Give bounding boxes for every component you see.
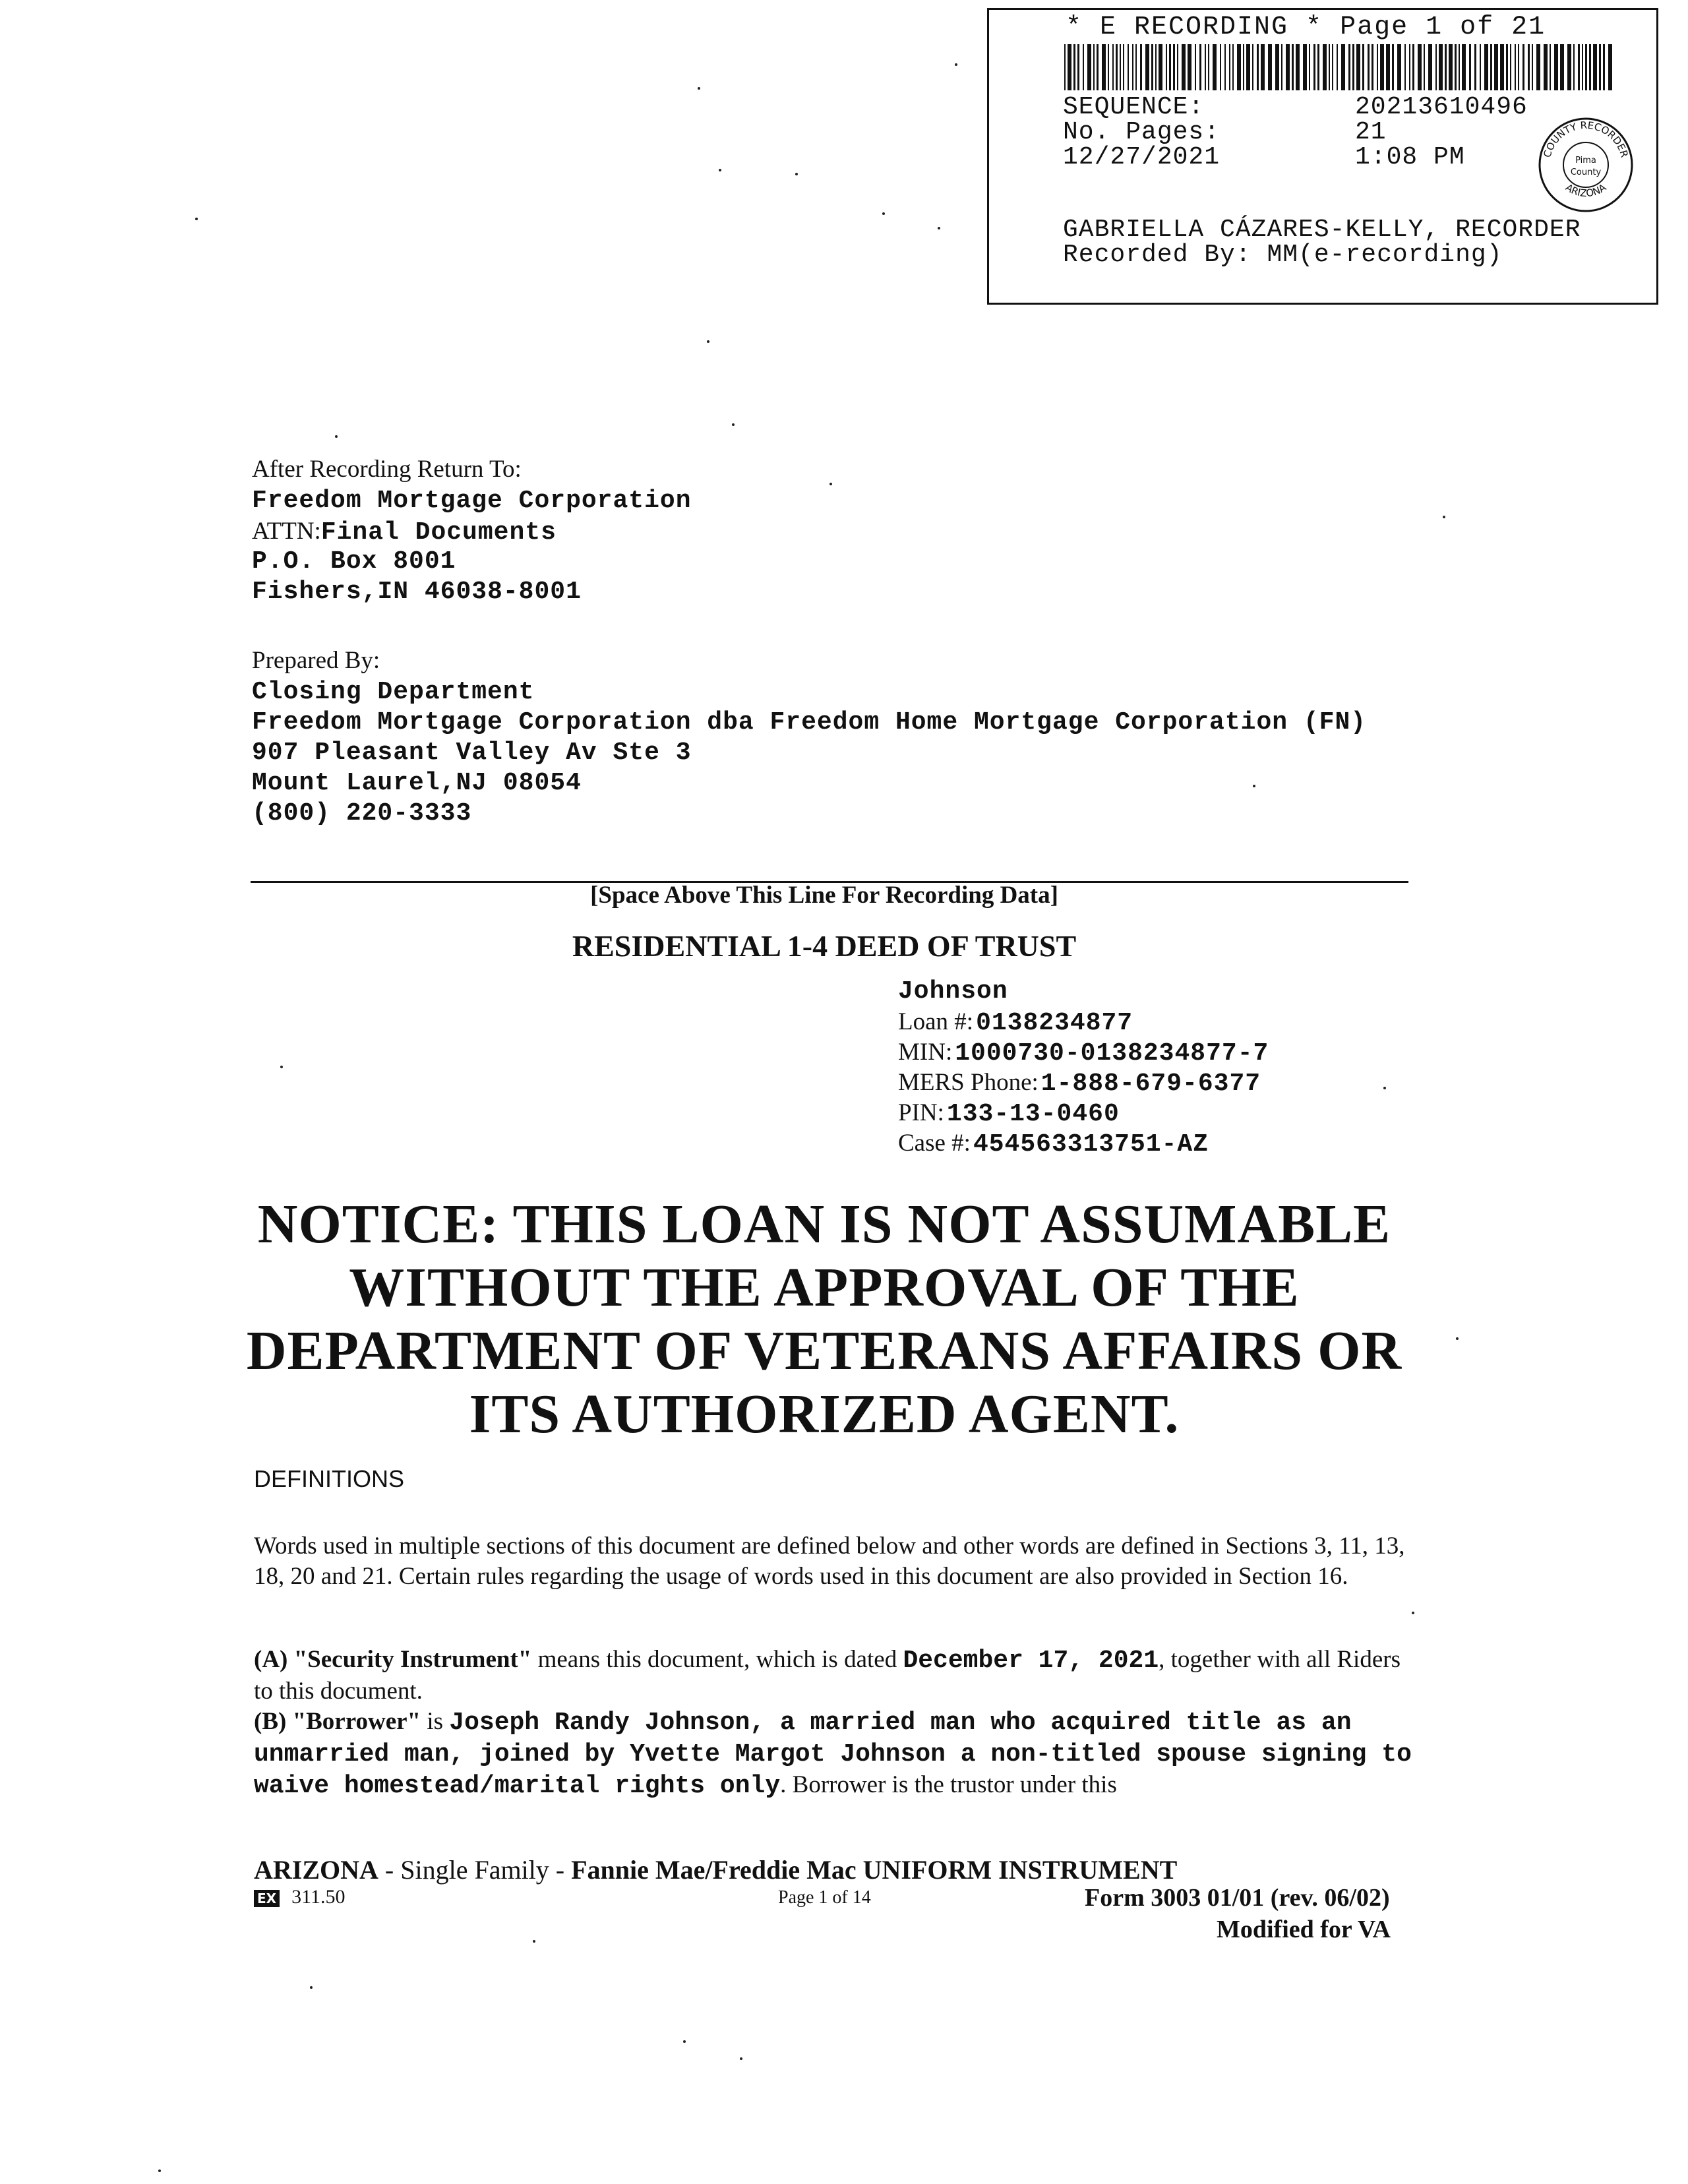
case-line [898, 1129, 1209, 1159]
barcode-bar [1522, 44, 1524, 90]
barcode-bar [1220, 44, 1221, 90]
barcode-bar [1599, 44, 1601, 90]
barcode-bar [1445, 44, 1447, 90]
barcode-bar [1151, 44, 1153, 90]
barcode-bar [1123, 44, 1124, 90]
barcode-bar [1459, 44, 1460, 90]
barcode-bar [1573, 44, 1575, 90]
mers-phone-line [898, 1068, 1261, 1098]
loan-number-label: Loan #: [898, 1008, 974, 1035]
scan-speck [158, 2169, 161, 2172]
scan-speck [707, 340, 709, 343]
barcode-bar [1116, 44, 1118, 90]
footer-description: - Single Family - [378, 1855, 572, 1885]
prepared-by-department: Closing Department [252, 678, 535, 706]
barcode-bar [1229, 44, 1230, 90]
def-a-letter: (A) [254, 1646, 288, 1673]
barcode-bar [1232, 44, 1234, 90]
barcode-bar [1404, 44, 1406, 90]
barcode-bar [1323, 44, 1327, 90]
scan-speck [335, 435, 338, 438]
scan-speck [1456, 1337, 1459, 1340]
barcode-bar [1560, 44, 1564, 90]
barcode-bar [1490, 44, 1492, 90]
barcode-icon [1063, 44, 1617, 90]
barcode-bar [1377, 44, 1378, 90]
barcode-bar [1362, 44, 1364, 90]
barcode-bar [1064, 44, 1066, 90]
prepared-by-phone: (800) 220-3333 [252, 799, 472, 828]
barcode-bar [1135, 44, 1137, 90]
barcode-bar [1317, 44, 1319, 90]
notice-line-2: WITHOUT THE APPROVAL OF THE [349, 1257, 1300, 1318]
barcode-bar [1246, 44, 1250, 90]
barcode-bar [1435, 44, 1437, 90]
barcode-bar [1585, 44, 1587, 90]
barcode-bar [1494, 44, 1498, 90]
barcode-bar [1199, 44, 1201, 90]
barcode-bar [1261, 44, 1265, 90]
mers-phone-label: MERS Phone: [898, 1069, 1039, 1096]
barcode-bar [1372, 44, 1373, 90]
barcode-bar [1449, 44, 1453, 90]
seal-bottom-text: ARIZONA [1563, 181, 1609, 200]
notice-line-3: DEPARTMENT OF VETERANS AFFAIRS OR [246, 1320, 1402, 1381]
barcode-bar [1380, 44, 1384, 90]
ex-logo-icon: EX [254, 1890, 280, 1907]
sequence-value: 20213610496 [1355, 93, 1528, 121]
barcode-bar [1550, 44, 1551, 90]
def-a-text2: , together with all Riders to this document. [254, 1646, 1401, 1705]
space-above-label: [Space Above This Line For Recording Data] [590, 882, 1058, 909]
return-to-city: Fishers, [252, 578, 378, 606]
scan-speck [955, 63, 957, 66]
barcode-bar [1500, 44, 1504, 90]
scan-speck [280, 1066, 283, 1068]
return-to-label: After Recording Return To: [252, 456, 522, 483]
barcode-bar [1077, 44, 1079, 90]
prepared-by-street: 907 Pleasant Valley Av Ste 3 [252, 739, 692, 767]
min-value: 1000730-0138234877-7 [955, 1039, 1269, 1068]
scan-speck [719, 169, 721, 171]
scan-speck [310, 1986, 313, 1989]
barcode-bar [1332, 44, 1333, 90]
borrower-surname: Johnson [898, 977, 1008, 1006]
definition-b [254, 1707, 1414, 1802]
prepared-by-city-line [252, 769, 582, 797]
barcode-bar [1341, 44, 1345, 90]
barcode-bar [1582, 44, 1583, 90]
document-title: RESIDENTIAL 1-4 DEED OF TRUST [572, 929, 1077, 963]
barcode-bar [1252, 44, 1253, 90]
scan-speck [732, 423, 735, 426]
barcode-bar [1469, 44, 1471, 90]
recording-stamp [987, 8, 1658, 305]
barcode-bar [1286, 44, 1290, 90]
barcode-bar [1518, 44, 1519, 90]
scan-speck [195, 218, 198, 220]
barcode-bar [1120, 44, 1121, 90]
barcode-bar [1173, 44, 1175, 90]
barcode-bar [1608, 44, 1612, 90]
footer-state: ARIZONA [254, 1855, 378, 1885]
case-label: Case #: [898, 1130, 971, 1157]
barcode-bar [1309, 44, 1310, 90]
barcode-bar [1155, 44, 1157, 90]
barcode-bar [1428, 44, 1432, 90]
footer-form-number: Form 3003 01/01 (rev. 06/02) [1085, 1884, 1390, 1912]
barcode-bar [1108, 44, 1109, 90]
recorder-name: GABRIELLA CÁZARES-KELLY, RECORDER [1063, 216, 1581, 244]
barcode-bar [1462, 44, 1466, 90]
scan-speck [740, 2057, 742, 2060]
barcode-bar [1409, 44, 1410, 90]
scan-speck [1412, 1612, 1414, 1614]
footer-code-line [254, 1886, 345, 1908]
footer-modified-for: Modified for VA [1217, 1916, 1391, 1943]
barcode-bar [1087, 44, 1091, 90]
notice-line-1: NOTICE: THIS LOAN IS NOT ASSUMABLE [257, 1194, 1391, 1255]
prepared-by-state-zip: NJ 08054 [456, 769, 582, 797]
return-to-city-line [252, 578, 582, 606]
attn-value: Final Documents [320, 518, 557, 547]
scan-speck [795, 173, 798, 175]
barcode-bar [1182, 44, 1186, 90]
barcode-bar [1237, 44, 1241, 90]
footer-instrument-line [254, 1854, 1177, 1885]
barcode-bar [1145, 44, 1149, 90]
scan-speck [1443, 516, 1445, 518]
footer-code: 311.50 [291, 1886, 346, 1908]
return-to-company: Freedom Mortgage Corporation [252, 487, 692, 515]
seal-center-2: County [1570, 167, 1602, 177]
barcode-bar [1205, 44, 1206, 90]
record-time: 1:08 PM [1355, 143, 1465, 171]
barcode-bar [1257, 44, 1259, 90]
barcode-bar [1510, 44, 1511, 90]
case-value: 454563313751-AZ [973, 1130, 1209, 1159]
definitions-heading: DEFINITIONS [254, 1465, 405, 1492]
footer-instrument: Fannie Mae/Freddie Mac UNIFORM INSTRUMENT [571, 1855, 1178, 1885]
barcode-bar [1195, 44, 1196, 90]
barcode-bar [1068, 44, 1071, 90]
return-to-attn-line [252, 517, 557, 547]
barcode-bar [1412, 44, 1414, 90]
barcode-bar [1083, 44, 1084, 90]
notice-line-4: ITS AUTHORIZED AGENT. [469, 1383, 1180, 1445]
barcode-bar [1593, 44, 1597, 90]
barcode-bar [1166, 44, 1167, 90]
barcode-bar [1439, 44, 1443, 90]
barcode-bar [1303, 44, 1307, 90]
prepared-by-city: Mount Laurel, [252, 769, 456, 797]
pin-value: 133-13-0460 [946, 1100, 1120, 1128]
barcode-bar [1296, 44, 1300, 90]
barcode-bar [1132, 44, 1133, 90]
barcode-bar [1528, 44, 1530, 90]
def-b-text1: is [421, 1708, 450, 1735]
scan-speck [938, 227, 940, 229]
barcode-bar [1097, 44, 1099, 90]
scan-speck [533, 1940, 535, 1943]
barcode-bar [1159, 44, 1162, 90]
def-a-date: December 17, 2021 [903, 1647, 1159, 1675]
barcode-bar [1567, 44, 1571, 90]
barcode-bar [1506, 44, 1508, 90]
barcode-bar [1313, 44, 1315, 90]
barcode-bar [1474, 44, 1476, 90]
barcode-bar [1073, 44, 1075, 90]
recorded-by: Recorded By: MM(e-recording) [1063, 241, 1503, 269]
def-b-names: Joseph Randy Johnson, a married man who acquired title as an unmarried man, joined by Yvette Margot Johnson a non-titled spouse signing to waive homestead/marital rights only [254, 1709, 1412, 1800]
def-a-text1: means this document, which is dated [531, 1646, 903, 1673]
seal-top-text: COUNTY RECORDER [1541, 119, 1631, 159]
barcode-bar [1292, 44, 1294, 90]
barcode-bar [1536, 44, 1540, 90]
loan-number-value: 0138234877 [976, 1009, 1133, 1037]
scan-speck [1383, 1087, 1386, 1089]
barcode-bar [1418, 44, 1422, 90]
barcode-bar [1480, 44, 1481, 90]
pin-line [898, 1099, 1120, 1128]
barcode-bar [1455, 44, 1457, 90]
barcode-bar [1128, 44, 1129, 90]
pages-value: 21 [1355, 118, 1387, 146]
barcode-bar [1532, 44, 1533, 90]
prepared-by-label: Prepared By: [252, 647, 380, 674]
record-date: 12/27/2021 [1063, 143, 1221, 171]
barcode-bar [1329, 44, 1330, 90]
footer-page-number: Page 1 of 14 [778, 1887, 871, 1908]
min-label: MIN: [898, 1039, 953, 1066]
barcode-bar [1169, 44, 1171, 90]
barcode-bar [1603, 44, 1605, 90]
def-b-letter: (B) [254, 1708, 287, 1735]
barcode-bar [1275, 44, 1279, 90]
barcode-bar [1356, 44, 1360, 90]
barcode-bar [1397, 44, 1401, 90]
barcode-bar [1386, 44, 1390, 90]
definition-a [254, 1645, 1414, 1707]
mers-phone-value: 1-888-679-6377 [1040, 1070, 1261, 1098]
barcode-bar [1208, 44, 1209, 90]
barcode-bar [1589, 44, 1591, 90]
county-seal-icon [1536, 115, 1635, 214]
barcode-bar [1484, 44, 1488, 90]
pages-label: No. Pages: [1063, 118, 1221, 146]
loan-number-line [898, 1008, 1133, 1037]
return-to-state-zip: IN 46038-8001 [377, 578, 582, 606]
barcode-bar [1281, 44, 1282, 90]
barcode-bar [1224, 44, 1226, 90]
barcode-bar [1348, 44, 1350, 90]
return-to-po-box: P.O. Box 8001 [252, 547, 456, 576]
def-a-term: "Security Instrument" [293, 1646, 532, 1673]
barcode-bar [1093, 44, 1095, 90]
barcode-bar [1140, 44, 1142, 90]
min-line [898, 1038, 1269, 1068]
scan-speck [829, 483, 832, 485]
scan-speck [683, 2040, 686, 2043]
barcode-bar [1112, 44, 1114, 90]
def-b-term: "Borrower" [292, 1708, 421, 1735]
barcode-bar [1188, 44, 1191, 90]
barcode-bar [1268, 44, 1272, 90]
def-b-text2: . Borrower is the trustor under this [780, 1771, 1117, 1798]
attn-label: ATTN: [252, 518, 321, 545]
barcode-bar [1102, 44, 1106, 90]
stamp-header: * E RECORDING * Page 1 of 21 [1066, 13, 1546, 42]
barcode-bar [1337, 44, 1338, 90]
barcode-bar [1424, 44, 1425, 90]
scan-speck [1253, 785, 1255, 787]
barcode-bar [1544, 44, 1548, 90]
barcode-bar [1392, 44, 1394, 90]
pin-label: PIN: [898, 1099, 944, 1126]
sequence-label: SEQUENCE: [1063, 93, 1205, 121]
barcode-bar [1213, 44, 1217, 90]
seal-center-1: Pima [1575, 156, 1596, 166]
barcode-bar [1554, 44, 1558, 90]
scan-speck [882, 212, 885, 215]
barcode-bar [1243, 44, 1244, 90]
barcode-bar [1352, 44, 1354, 90]
barcode-bar [1515, 44, 1516, 90]
barcode-bar [1368, 44, 1370, 90]
scan-speck [698, 87, 700, 90]
barcode-bar [1177, 44, 1178, 90]
barcode-bar [1578, 44, 1580, 90]
prepared-by-company: Freedom Mortgage Corporation dba Freedom Home Mortgage Corporation (FN) [252, 708, 1367, 737]
definitions-intro: Words used in multiple sections of this document are defined below and other words are defined in Sections 3, 11, 13, 18, 20 and 21. Certain rules regarding the usage of words used in this document are also provided in Section 16. [254, 1532, 1405, 1590]
